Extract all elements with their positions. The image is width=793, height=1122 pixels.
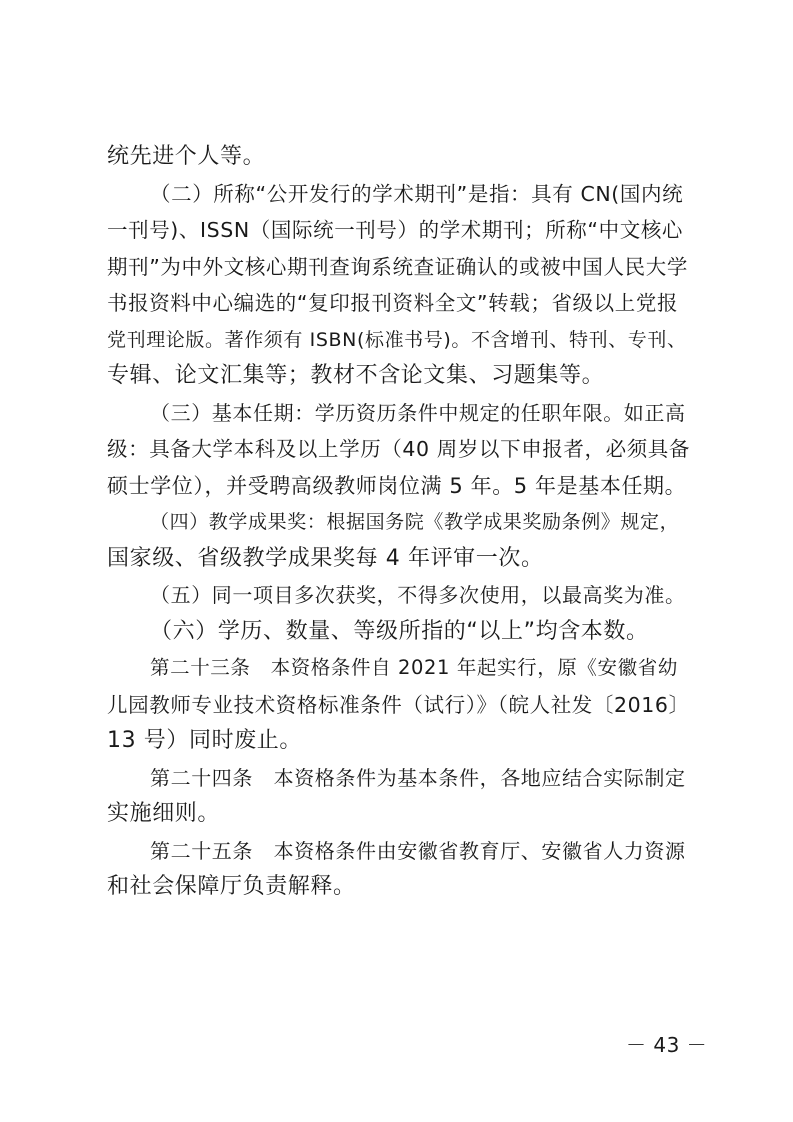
text-line: （五）同一项目多次获奖，不得多次使用，以最高奖为准。	[150, 583, 686, 607]
text-line: 一刊号)、ISSN（国际统一刊号）的学术期刊；所称“中文核心	[107, 218, 684, 242]
text-line: 实施细则。	[107, 801, 221, 826]
text-line: 第二十四条 本资格条件为基本条件，各地应结合实际制定	[150, 766, 686, 790]
text-line: 第二十五条 本资格条件由安徽省教育厅、安徽省人力资源	[150, 839, 686, 863]
text-line: 硕士学位），并受聘高级教师岗位满 5 年。5 年是基本任期。	[107, 474, 687, 498]
text-line: 党刊理论版。著作须有 ISBN(标准书号)。不含增刊、特刊、专刊、	[107, 329, 687, 351]
text-line: 级：具备大学本科及以上学历（40 周岁以下申报者，必须具备	[107, 437, 690, 461]
text-line: 和社会保障厅负责解释。	[107, 874, 356, 899]
text-line: 统先进个人等。	[107, 144, 266, 169]
text-line: （二）所称“公开发行的学术期刊”是指：具有 CN(国内统	[150, 182, 684, 206]
text-line: 第二十三条 本资格条件自 2021 年起实行，原《安徽省幼	[150, 656, 678, 679]
text-line: （四）教学成果奖：根据国务院《教学成果奖励条例》规定，	[150, 511, 680, 533]
text-line: 期刊”为中外文核心期刊查询系统查证确认的或被中国人民大学	[107, 255, 688, 279]
text-line: 专辑、论文汇集等；教材不含论文集、习题集等。	[107, 363, 605, 388]
text-line: （六）学历、数量、等级所指的“以上”均含本数。	[150, 619, 649, 644]
text-line: 书报资料中心编选的“复印报刊资料全文”转载；省级以上党报	[107, 291, 679, 315]
text-line: 国家级、省级教学成果奖每 4 年评审一次。	[107, 546, 544, 571]
text-line: 13 号）同时废止。	[107, 728, 302, 753]
text-line: 儿园教师专业技术资格标准条件（试行）》（皖人社发〔2016〕	[107, 693, 690, 717]
text-line: （三）基本任期：学历资历条件中规定的任职年限。如正高	[150, 401, 686, 425]
page-number: － 43 －	[626, 1033, 708, 1057]
